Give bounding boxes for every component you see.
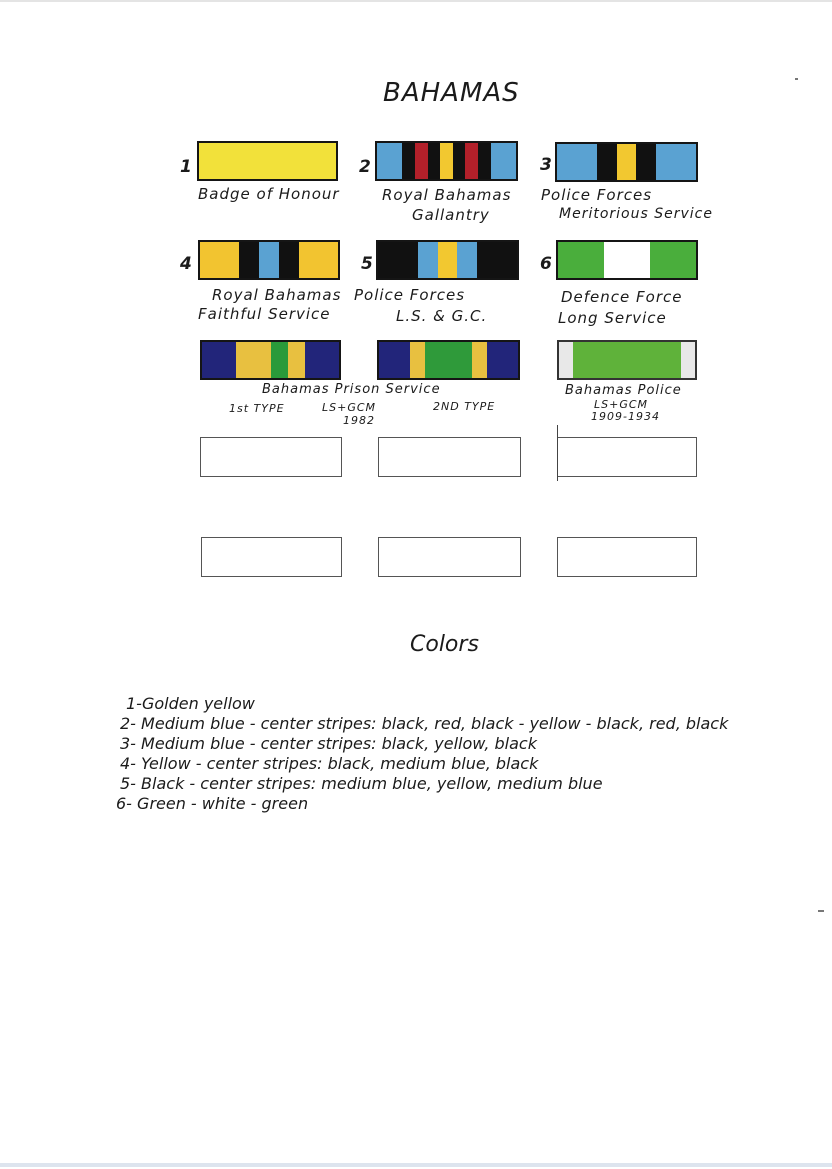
label-bahamas-police: Bahamas Police: [565, 383, 682, 398]
ribbon-stripe: [465, 143, 478, 179]
ribbon-stripe: [398, 242, 418, 278]
ribbon-stripe: [394, 342, 409, 378]
label-ls-gc: L.S. & G.C.: [396, 307, 488, 325]
label-royal-bahamas-2: Royal Bahamas: [212, 286, 342, 304]
ribbon-stripe: [390, 143, 403, 179]
colors-item: 5- Black - center stripes: medium blue, yellow, medium blue: [120, 774, 603, 793]
ribbon-stripe: [503, 342, 518, 378]
scan-speck: [795, 78, 798, 80]
ribbon-stripe: [559, 342, 573, 378]
ribbon-stripe: [681, 342, 695, 378]
ribbon-police-lsgc: [376, 240, 519, 280]
colors-item: 6- Green - white - green: [116, 794, 309, 813]
ribbon-badge-of-honour: [197, 141, 338, 181]
ribbon-stripe: [202, 342, 219, 378]
ribbon-stripe: [472, 342, 487, 378]
ribbon-stripe: [627, 342, 641, 378]
ribbon-stripe: [497, 242, 517, 278]
scan-speck: [818, 910, 824, 912]
ribbon-stripe: [279, 242, 299, 278]
ribbon-police-meritorious: [555, 142, 698, 182]
scan-edge-top: [0, 0, 832, 2]
empty-ribbon-slot: [200, 437, 342, 477]
ribbon-stripe: [219, 342, 236, 378]
ribbon-stripe: [586, 342, 600, 378]
ribbon-stripe: [378, 242, 398, 278]
label-police-lsgcm: LS+GCM: [594, 398, 649, 411]
margin-mark: [557, 425, 558, 481]
ribbon-stripe: [627, 242, 650, 278]
ribbon-stripe: [617, 144, 637, 180]
ribbon-stripe: [239, 242, 259, 278]
ribbon-stripe: [573, 342, 587, 378]
colors-heading: Colors: [410, 632, 479, 657]
ribbon-prison-2nd-type: [377, 340, 520, 380]
ribbon-stripe: [457, 242, 477, 278]
ribbon-stripe: [259, 242, 279, 278]
ribbon-defence-force-long-service: [556, 240, 698, 280]
ribbon-stripe: [636, 144, 656, 180]
ribbon-stripe: [557, 144, 577, 180]
ribbon-stripe: [410, 342, 425, 378]
ribbon-police-gallantry: [375, 141, 518, 181]
ribbon-stripe: [441, 342, 456, 378]
ribbon-stripe: [613, 342, 627, 378]
ribbon-stripe: [676, 144, 696, 180]
ribbon-stripe: [377, 143, 390, 179]
ribbon-stripe: [453, 143, 466, 179]
label-police-forces-2: Police Forces: [354, 286, 466, 304]
empty-ribbon-slot: [378, 537, 521, 577]
ribbon-stripe: [456, 342, 471, 378]
colors-item: 2- Medium blue - center stripes: black, red, black - yellow - black, red, black: [120, 714, 729, 733]
ribbon-number-3: 3: [540, 155, 552, 175]
ribbon-stripe: [597, 144, 617, 180]
ribbon-stripe: [415, 143, 428, 179]
label-police-forces-1: Police Forces: [541, 186, 653, 204]
ribbon-number-5: 5: [361, 254, 373, 274]
ribbon-stripe: [558, 242, 581, 278]
colors-item: 4- Yellow - center stripes: black, medium blue, black: [120, 754, 539, 773]
ribbon-stripe: [641, 342, 655, 378]
ribbon-stripe: [220, 242, 240, 278]
ribbon-stripe: [477, 242, 497, 278]
colors-list: [116, 694, 728, 814]
label-royal-bahamas-1: Royal Bahamas: [382, 186, 512, 204]
ribbon-stripe: [600, 342, 614, 378]
ribbon-stripe: [428, 143, 441, 179]
ribbon-stripe: [650, 242, 673, 278]
label-faithful-service: Faithful Service: [198, 305, 331, 323]
label-gallantry: Gallantry: [412, 206, 490, 224]
colors-item: 3- Medium blue - center stripes: black, yellow, black: [120, 734, 537, 753]
ribbon-stripe: [199, 143, 336, 179]
ribbon-stripe: [491, 143, 504, 179]
ribbon-stripe: [668, 342, 682, 378]
ribbon-stripe: [654, 342, 668, 378]
ribbon-stripe: [581, 242, 604, 278]
ribbon-stripe: [379, 342, 394, 378]
label-police-years: 1909-1934: [591, 410, 660, 423]
ribbon-stripe: [503, 143, 516, 179]
ribbon-stripe: [305, 342, 322, 378]
ribbon-stripe: [288, 342, 305, 378]
label-defence-force: Defence Force: [561, 288, 683, 306]
ribbon-number-4: 4: [180, 254, 192, 274]
ribbon-prison-1st-type: [200, 340, 341, 380]
ribbon-stripe: [200, 242, 220, 278]
ribbon-stripe: [318, 242, 338, 278]
ribbon-stripe: [271, 342, 288, 378]
label-prison-service: Bahamas Prison Service: [262, 382, 441, 397]
page-title: BAHAMAS: [383, 78, 520, 108]
ribbon-stripe: [253, 342, 270, 378]
ribbon-police-faithful: [198, 240, 340, 280]
label-2nd-type: 2ND TYPE: [433, 400, 496, 413]
label-long-service: Long Service: [558, 309, 667, 327]
ribbon-stripe: [322, 342, 339, 378]
ribbon-stripe: [604, 242, 627, 278]
ribbon-number-6: 6: [540, 254, 552, 274]
label-meritorious-service: Meritorious Service: [559, 206, 713, 222]
ribbon-stripe: [673, 242, 696, 278]
ribbon-stripe: [577, 144, 597, 180]
ribbon-stripe: [478, 143, 491, 179]
label-prison-year: 1982: [343, 414, 375, 427]
ribbon-stripe: [438, 242, 458, 278]
scan-edge-bottom: [0, 1163, 832, 1167]
colors-item: 1-Golden yellow: [126, 694, 255, 713]
ribbon-stripe: [656, 144, 676, 180]
ribbon-police-lsgcm: [557, 340, 697, 380]
ribbon-stripe: [236, 342, 253, 378]
ribbon-number-2: 2: [359, 157, 371, 177]
ribbon-stripe: [487, 342, 502, 378]
empty-ribbon-slot: [201, 537, 342, 577]
label-badge-of-honour: Badge of Honour: [198, 185, 340, 203]
label-prison-lsgcm: LS+GCM: [322, 401, 377, 414]
ribbon-stripe: [425, 342, 440, 378]
empty-ribbon-slot: [378, 437, 521, 477]
ribbon-stripe: [402, 143, 415, 179]
empty-ribbon-slot: [557, 537, 697, 577]
ribbon-number-1: 1: [180, 157, 192, 177]
empty-ribbon-slot: [557, 437, 697, 477]
ribbon-stripe: [299, 242, 319, 278]
label-1st-type: 1st TYPE: [229, 402, 285, 415]
ribbon-stripe: [440, 143, 453, 179]
ribbon-stripe: [418, 242, 438, 278]
